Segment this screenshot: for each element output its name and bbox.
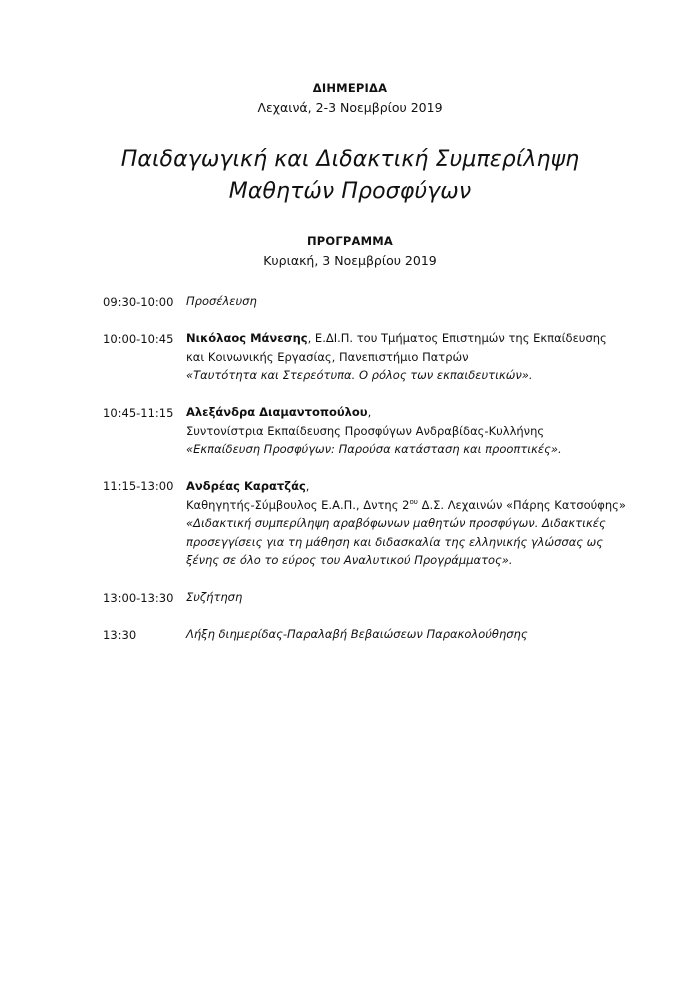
speaker-name: Αλεξάνδρα Διαμαντοπούλου [186, 405, 368, 420]
entry-body [186, 625, 644, 644]
entry-title: Συζήτηση [186, 590, 243, 605]
entry-body [186, 588, 644, 607]
speaker-affiliation-line: Συντονίστρια Εκπαίδευσης Προσφύγων Ανδραβίδας-Κυλλήνης [186, 423, 545, 438]
affiliation-prefix: Καθηγητής-Σύμβουλος Ε.Α.Π., Δντης 2 [186, 497, 410, 512]
page-title-line-2: Μαθητών Προσφύγων [228, 179, 472, 205]
entry-title: Προσέλευση [186, 294, 257, 309]
speaker-affiliation-part: , [305, 478, 310, 493]
entry-title: Λήξη διημερίδας-Παραλαβή Βεβαιώσεων Παρακολούθησης [186, 627, 528, 642]
ordinal-suffix: ου [409, 496, 418, 506]
entry-speaker-line [186, 403, 644, 422]
entry-body [186, 477, 644, 570]
entry-time: 09:30-10:00 [103, 294, 174, 309]
entry-speaker-line [186, 477, 644, 496]
entry-body [186, 329, 644, 385]
entry-time: 13:00-13:30 [103, 590, 174, 605]
speaker-affiliation-part: , Ε.ΔΙ.Π. του Τμήματος Επιστημών της Εκπαίδευσης [307, 331, 607, 346]
talk-title-line-1: «Διδακτική συμπερίληψη αραβόφωνων μαθητών προσφύγων. Διδακτικές [186, 516, 606, 531]
schedule-entry [103, 588, 644, 607]
speaker-name: Ανδρέας Καρατζάς [186, 478, 306, 493]
affiliation-suffix: Δ.Σ. Λεχαινών «Πάρης Κατσούφης» [417, 497, 626, 512]
talk-title-line-3: ξένης σε όλο το εύρος του Αναλυτικού Προγράμματος». [186, 553, 513, 568]
entry-body [186, 403, 644, 459]
schedule-entry [103, 292, 644, 311]
event-place-date: Λεχαινά, 2-3 Νοεμβρίου 2019 [257, 100, 443, 116]
speaker-affiliation-line [186, 496, 644, 515]
page-title [0, 144, 700, 208]
speaker-affiliation-line: και Κοινωνικής Εργασίας, Πανεπιστήμιο Πατρών [186, 349, 469, 364]
program-date: Κυριακή, 3 Νοεμβρίου 2019 [263, 253, 437, 269]
schedule-entry [103, 477, 644, 570]
document-header [0, 0, 700, 268]
schedule-entry [103, 329, 644, 385]
entry-time: 10:00-10:45 [103, 331, 174, 346]
talk-title-line-2: προσεγγίσεις για τη μάθηση και διδασκαλία της ελληνικής γλώσσας ως [186, 534, 604, 549]
speaker-affiliation-part: , [367, 405, 372, 420]
program-label: ΠΡΟΓΡΑΜΜΑ [306, 234, 394, 249]
speaker-name: Νικόλαος Μάνεσης [186, 331, 308, 346]
event-type-label: ΔΙΗΜΕΡΙΔΑ [312, 81, 388, 95]
schedule-list [0, 292, 700, 644]
entry-speaker-line [186, 329, 644, 348]
entry-time: 13:30 [103, 627, 137, 642]
schedule-entry [103, 625, 644, 644]
talk-title: «Εκπαίδευση Προσφύγων: Παρούσα κατάσταση και προοπτικές». [186, 442, 562, 457]
schedule-entry [103, 403, 644, 459]
page-title-line-1: Παιδαγωγική και Διδακτική Συμπερίληψη [120, 147, 580, 173]
talk-title: «Ταυτότητα και Στερεότυπα. Ο ρόλος των εκπαιδευτικών». [186, 368, 533, 383]
entry-time: 11:15-13:00 [103, 479, 174, 494]
entry-body [186, 292, 644, 311]
entry-time: 10:45-11:15 [103, 405, 174, 420]
